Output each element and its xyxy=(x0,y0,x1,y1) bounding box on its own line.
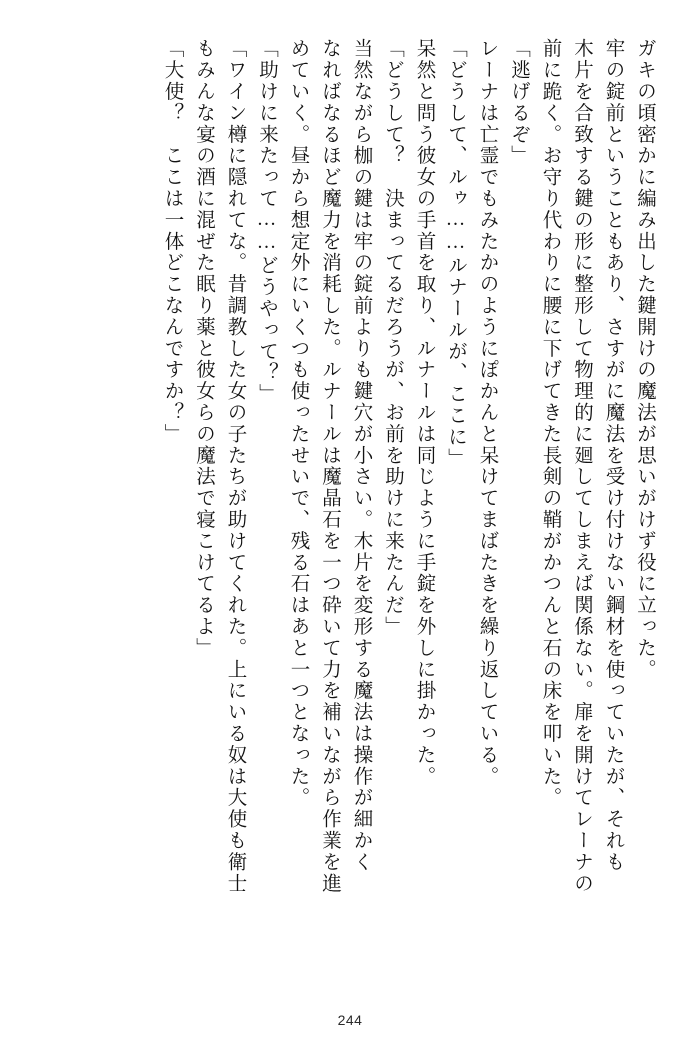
text-line: 呆然と問う彼女の手首を取り、ルナールは同じように手錠を外しに掛かった。 xyxy=(413,38,435,787)
text-line: もみんな宴の酒に混ぜた眠り薬と彼女らの魔法で寝こけてるよ」 xyxy=(193,38,214,659)
text-line: 「どうして？ 決まってるだろうが、お前を助けに来たんだ」 xyxy=(382,38,403,638)
text-line: レーナは亡霊でもみたかのようにぽかんと呆けてまばたきを繰り返している。 xyxy=(476,38,498,787)
text-line: 当然ながら枷の鍵は牢の錠前よりも鍵穴が小さい。木片を変形する魔法は操作が細かく xyxy=(350,38,372,873)
text-line: 木片を合致する鍵の形に整形して物理的に廻してしまえば関係ない。扉を開けてレーナの xyxy=(571,38,592,894)
vertical-text-block xyxy=(64,38,654,968)
text-line: めていく。昼から想定外にいくつも使ったせいで、残る石はあと一つとなった。 xyxy=(287,38,309,809)
text-line: 「助けに来たって……どうやって？」 xyxy=(256,38,277,405)
text-line: なればなるほど魔力を消耗した。ルナールは魔晶石を一つ砕いて力を補いながら作業を進 xyxy=(319,38,340,894)
text-line: 「どうして、ルゥ……ルナールが、ここに」 xyxy=(445,38,466,469)
text-line: 「逃げるぞ」 xyxy=(508,38,529,167)
text-line: ガキの頃密かに編み出した鍵開けの魔法が思いがけず役に立った。 xyxy=(634,38,655,680)
text-line: 「ワイン樽に隠れてな。昔調教した女の子たちが助けてくれた。上にいる奴は大使も衛士 xyxy=(224,38,246,894)
text-line: 牢の錠前ということもあり、さすがに魔法を受け付けない鋼材を使っていたが、それも xyxy=(602,38,624,873)
page-number: 244 xyxy=(337,1012,363,1028)
text-line: 前に跪く。お守り代わりに腰に下げてきた長剣の鞘がかつんと石の床を叩いた。 xyxy=(539,38,561,809)
text-line: 「大使？ ここは一体どこなんですか？」 xyxy=(161,38,183,445)
